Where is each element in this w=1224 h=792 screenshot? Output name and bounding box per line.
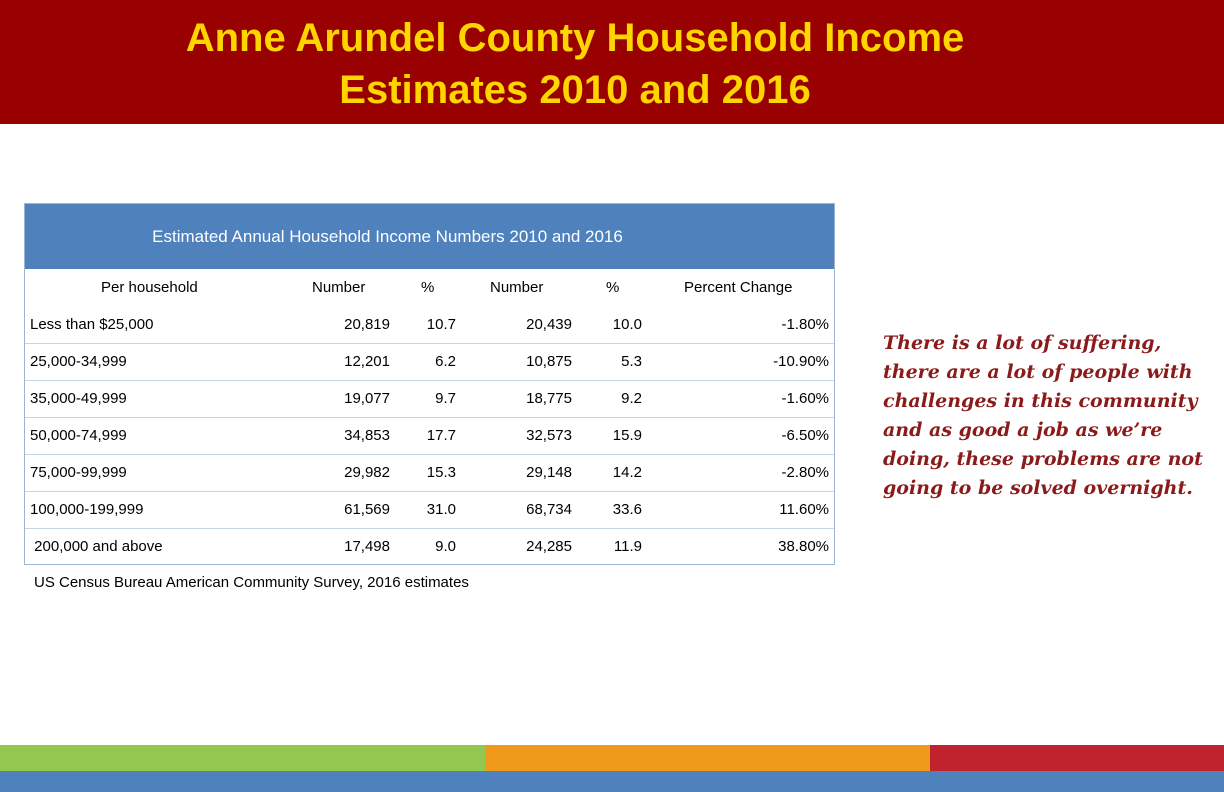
quote-text: There is a lot of suffering, there are a lot of people with challenges in this community and as good a job as we’re doing, these problems are not going to be solved overnight. xyxy=(883,332,1203,499)
row-label: 200,000 and above xyxy=(30,538,163,555)
percent-2010: 9.7 xyxy=(435,390,456,407)
row-label: Less than $25,000 xyxy=(30,316,154,333)
footer-bar-blue xyxy=(0,771,1224,792)
percent-2010: 6.2 xyxy=(435,353,456,370)
row-label: 100,000-199,999 xyxy=(30,501,144,518)
percent-2016: 14.2 xyxy=(612,464,642,481)
number-2010: 19,077 xyxy=(344,390,390,407)
header-per-household: Per household xyxy=(101,279,198,296)
percent-2016: 9.2 xyxy=(621,390,642,407)
percent-2016: 11.9 xyxy=(613,538,642,555)
source-note: US Census Bureau American Community Survey, 2016 estimates xyxy=(34,574,469,591)
row-label: 25,000-34,999 xyxy=(30,353,127,370)
header-number-2010: Number xyxy=(312,279,366,296)
number-2010: 12,201 xyxy=(344,353,390,370)
number-2016: 24,285 xyxy=(526,538,572,555)
number-2010: 61,569 xyxy=(344,501,390,518)
footer-bar-green xyxy=(0,745,485,771)
header-percent-2010: % xyxy=(421,279,435,296)
percent-change: 38.80% xyxy=(778,538,829,555)
header-percent-2016: % xyxy=(606,279,620,296)
percent-2016: 5.3 xyxy=(621,353,642,370)
table-row xyxy=(25,492,834,529)
slide-title-line-2: Estimates 2010 and 2016 xyxy=(339,68,811,112)
table-row xyxy=(25,381,834,418)
number-2010: 17,498 xyxy=(344,538,390,555)
percent-2010: 9.0 xyxy=(435,538,456,555)
number-2016: 32,573 xyxy=(526,427,572,444)
percent-change: -10.90% xyxy=(773,353,829,370)
header-number-2016: Number xyxy=(490,279,544,296)
percent-change: -6.50% xyxy=(781,427,829,444)
table-row xyxy=(25,455,834,492)
number-2016: 10,875 xyxy=(526,353,572,370)
header-percent-change: Percent Change xyxy=(684,279,793,296)
percent-change: 11.60% xyxy=(779,501,829,518)
table-row xyxy=(25,418,834,455)
number-2016: 20,439 xyxy=(526,316,572,333)
percent-change: -1.60% xyxy=(781,390,829,407)
percent-2016: 10.0 xyxy=(612,316,642,333)
percent-2016: 15.9 xyxy=(612,427,642,444)
footer-bar-red xyxy=(930,745,1224,771)
slide-title xyxy=(0,12,1150,116)
title-banner xyxy=(0,0,1224,124)
table-row xyxy=(25,529,834,566)
table-row xyxy=(25,344,834,381)
row-label: 50,000-74,999 xyxy=(30,427,127,444)
number-2016: 18,775 xyxy=(526,390,572,407)
row-label: 35,000-49,999 xyxy=(30,390,127,407)
percent-change: -2.80% xyxy=(781,464,829,481)
number-2016: 29,148 xyxy=(526,464,572,481)
slide-title-line-1: Anne Arundel County Household Income xyxy=(185,16,965,60)
percent-change: -1.80% xyxy=(781,316,829,333)
row-label: 75,000-99,999 xyxy=(30,464,127,481)
income-table xyxy=(24,203,835,565)
number-2016: 68,734 xyxy=(526,501,572,518)
number-2010: 34,853 xyxy=(344,427,390,444)
percent-2010: 15.3 xyxy=(426,464,456,481)
table-header-row xyxy=(25,269,834,307)
percent-2016: 33.6 xyxy=(612,501,642,518)
footer-bar-orange xyxy=(485,745,930,771)
table-title: Estimated Annual Household Income Numbers 2010 and 2016 xyxy=(25,204,834,269)
percent-2010: 10.7 xyxy=(426,316,456,333)
number-2010: 20,819 xyxy=(344,316,390,333)
percent-2010: 17.7 xyxy=(426,427,456,444)
table-row xyxy=(25,307,834,344)
number-2010: 29,982 xyxy=(344,464,390,481)
percent-2010: 31.0 xyxy=(426,501,456,518)
